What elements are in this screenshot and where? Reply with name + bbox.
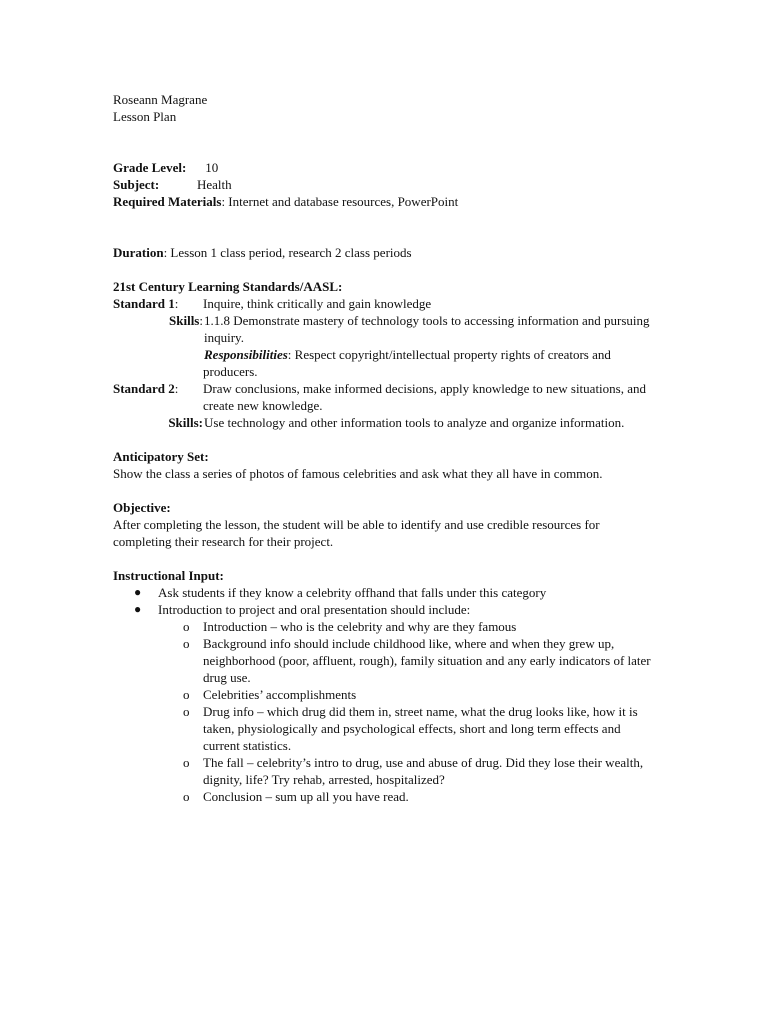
objective-text: After completing the lesson, the student will be able to identify and use credible resources for completing their research for their project.	[113, 517, 600, 549]
anticipatory-heading: Anticipatory Set:	[113, 449, 209, 464]
skills-2-label: Skills:	[168, 415, 203, 430]
anticipatory-text: Show the class a series of photos of famous celebrities and ask what they all have in common.	[113, 466, 603, 481]
standard-2-label: Standard 2:	[113, 381, 179, 396]
standard-2-row	[113, 380, 658, 414]
spacer	[113, 261, 658, 278]
materials-row	[113, 193, 658, 210]
sub-list-item: o The fall – celebrity’s intro to drug, use and abuse of drug. Did they lose their wealth, dignity, life? Try rehab, arrested, hospitalized?	[183, 755, 644, 787]
grade-level-row	[113, 159, 658, 176]
skills-1-row	[113, 312, 658, 346]
sub-list-item: o Background info should include childhood like, where and when they grew up, neighborhood (poor, affluent, rough), family situation and any early indicators of later drug use.	[183, 636, 651, 685]
standard-1-text: Inquire, think critically and gain knowledge	[203, 296, 432, 311]
standard-1-label: Standard 1:	[113, 296, 179, 311]
objective-heading: Objective:	[113, 500, 171, 515]
sub-list-item: o Drug info – which drug did them in, street name, what the drug looks like, how it is taken, physiologically and psychological effects, short and long term effects and current statistics.	[183, 704, 638, 753]
circle-bullet-icon: o	[183, 619, 190, 634]
circle-bullet-icon: o	[183, 636, 190, 651]
materials-label: Required Materials	[113, 194, 222, 209]
duration-value: : Lesson 1 class period, research 2 class periods	[163, 245, 412, 260]
subject-label: Subject:	[113, 177, 160, 192]
sub-list-item: o Celebrities’ accomplishments	[183, 687, 357, 702]
spacer	[113, 125, 658, 159]
materials-value: : Internet and database resources, PowerPoint	[221, 194, 459, 209]
skills-2-row	[113, 414, 658, 431]
grade-level-value: 10	[205, 160, 219, 175]
skills-1-text: 1.1.8 Demonstrate mastery of technology tools to accessing information and pursuing inquiry.	[204, 313, 650, 345]
list-item: ● Introduction to project and oral presentation should include:	[134, 602, 471, 617]
spacer	[113, 210, 658, 244]
responsibilities-label: Responsibilities	[204, 347, 288, 362]
circle-bullet-icon: o	[183, 755, 190, 770]
responsibilities-text: : Respect copyright/intellectual property rights of creators and producers.	[203, 347, 611, 379]
standards-heading: 21st Century Learning Standards/AASL:	[113, 279, 343, 294]
spacer	[113, 431, 658, 448]
responsibilities-row	[113, 346, 658, 380]
bullet-icon: ●	[134, 602, 142, 616]
duration-label: Duration	[113, 245, 164, 260]
circle-bullet-icon: o	[183, 789, 190, 804]
circle-bullet-icon: o	[183, 687, 190, 702]
grade-level-label: Grade Level:	[113, 160, 187, 175]
subject-value: Health	[197, 177, 232, 192]
instructional-list	[113, 584, 658, 805]
spacer	[113, 482, 658, 499]
instructional-heading: Instructional Input:	[113, 568, 224, 583]
sub-list-item: o Introduction – who is the celebrity and why are they famous	[183, 619, 517, 634]
document-page	[113, 91, 658, 805]
sub-list-item: o Conclusion – sum up all you have read.	[183, 789, 409, 804]
spacer	[113, 550, 658, 567]
document-type: Lesson Plan	[113, 109, 177, 124]
subject-row	[113, 176, 658, 193]
skills-1-label: Skills:	[169, 313, 203, 328]
standard-1-row	[113, 295, 658, 312]
standard-2-text: Draw conclusions, make informed decisions, apply knowledge to new situations, and create new knowledge.	[203, 381, 646, 413]
duration-row	[113, 244, 658, 261]
circle-bullet-icon: o	[183, 704, 190, 719]
list-item: ● Ask students if they know a celebrity offhand that falls under this category	[134, 585, 547, 600]
bullet-icon: ●	[134, 585, 142, 599]
skills-2-text: Use technology and other information tools to analyze and organize information.	[204, 415, 625, 430]
author-name: Roseann Magrane	[113, 92, 208, 107]
